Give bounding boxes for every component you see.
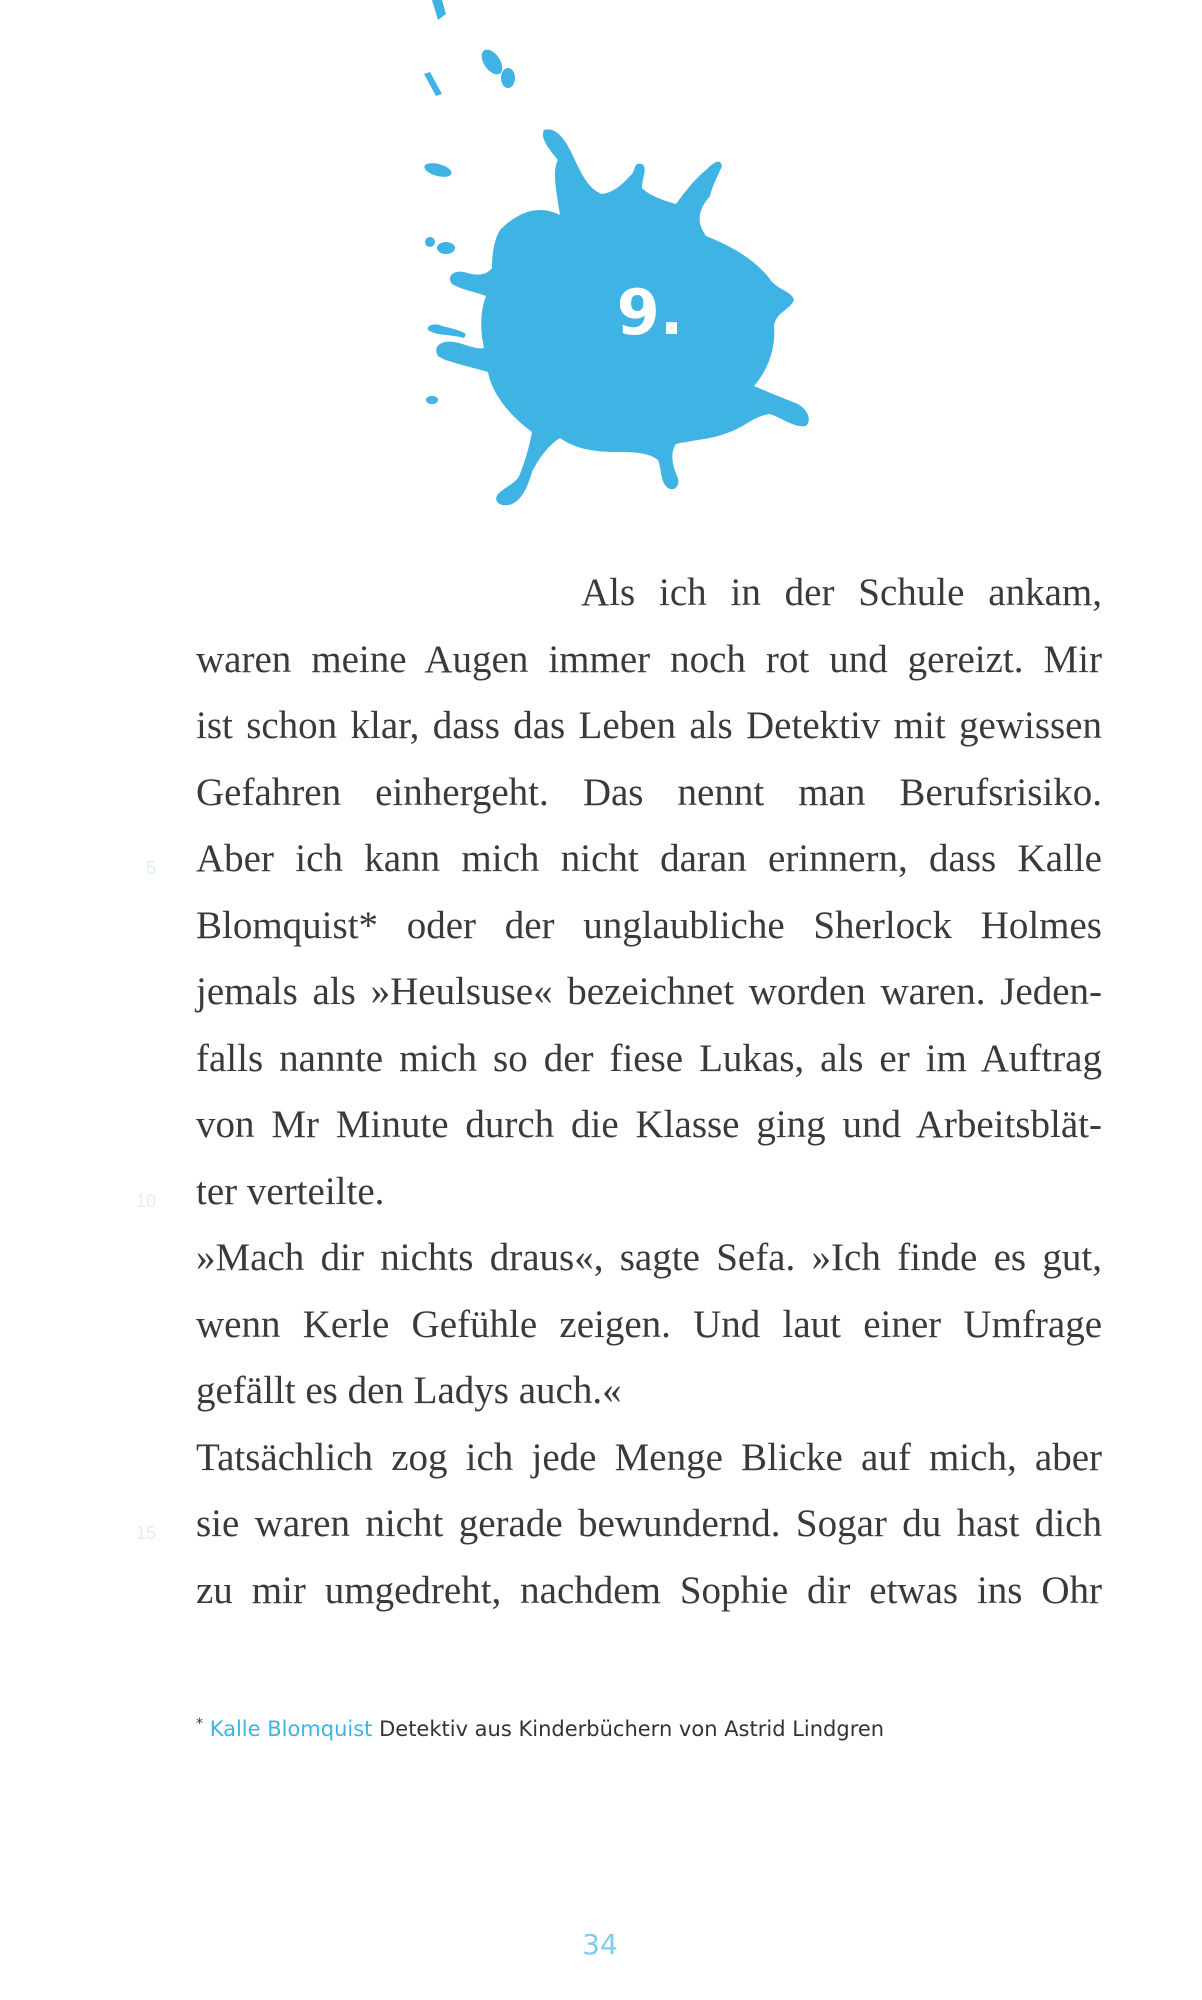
chapter-number: 9. <box>616 276 684 349</box>
ink-splash-icon <box>380 0 860 530</box>
footnote-mark: * <box>196 1716 203 1732</box>
page-number: 34 <box>582 1928 618 1961</box>
text-line: »Mach dir nichts draus«, sagte Sefa. »Ich finde es gut, <box>196 1236 1102 1279</box>
text-line: Als ich in der Schule ankam, <box>581 571 1102 614</box>
line-number-15: 15 <box>135 1523 156 1543</box>
text-line: Blomquist* oder der unglaubliche Sherlock Holmes <box>196 903 1102 947</box>
footnote-text: Detektiv aus Kinderbüchern von Astrid Lindgren <box>372 1717 885 1741</box>
line-number-10: 10 <box>135 1191 156 1211</box>
text-line: jemals als »Heulsuse« bezeichnet worden waren. Jeden- <box>196 970 1102 1013</box>
text-line: Tatsächlich zog ich jede Menge Blicke auf mich, aber <box>196 1435 1102 1479</box>
text-line: ter verteilte. <box>196 1169 385 1213</box>
footnote-term: Kalle Blomquist <box>209 1717 373 1741</box>
line-number-5: 5 <box>145 858 156 878</box>
text-line: zu mir umgedreht, nachdem Sophie dir etwas ins Ohr <box>196 1568 1102 1612</box>
text-line: falls nannte mich so der fiese Lukas, als er im Auftrag <box>196 1036 1102 1080</box>
text-line: waren meine Augen immer noch rot und gereizt. Mir <box>196 637 1102 681</box>
text-line: sie waren nicht gerade bewundernd. Sogar du hast dich <box>196 1502 1102 1545</box>
text-line: Gefahren einhergeht. Das nennt man Berufsrisiko. <box>196 770 1102 814</box>
text-line: gefällt es den Ladys auch.« <box>196 1369 622 1412</box>
footnote <box>196 1716 1102 1741</box>
chapter-body-text <box>196 560 1102 1624</box>
text-line: Aber ich kann mich nicht daran erinnern, dass Kalle <box>196 837 1102 880</box>
text-line: ist schon klar, dass das Leben als Detektiv mit gewissen <box>196 704 1102 747</box>
text-line: von Mr Minute durch die Klasse ging und Arbeitsblät- <box>196 1103 1102 1146</box>
text-line: wenn Kerle Gefühle zeigen. Und laut einer Umfrage <box>196 1302 1102 1346</box>
